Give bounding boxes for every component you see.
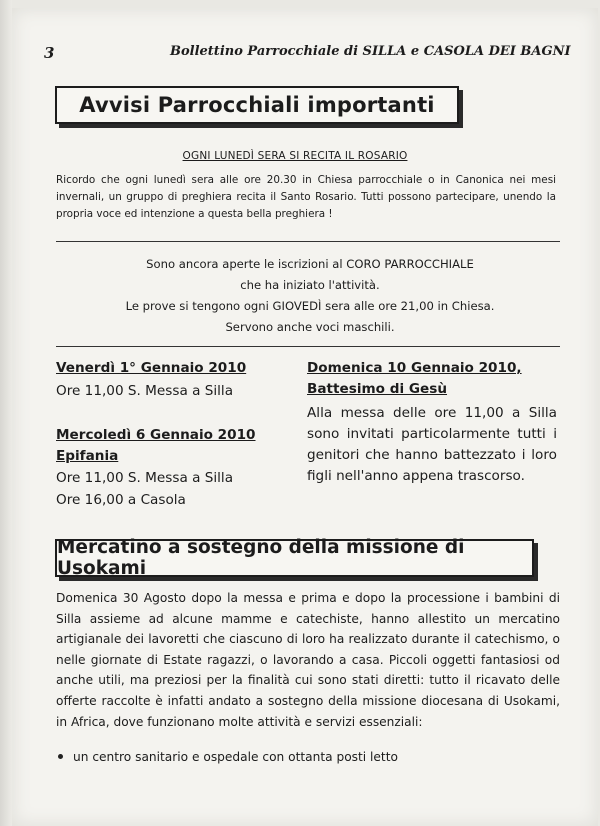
notices-title: Avvisi Parrocchiali importanti xyxy=(55,86,459,124)
divider-top xyxy=(56,241,560,242)
event-sunday-text: Alla messa delle ore 11,00 a Silla sono invitati particolarmente tutti i genitori che hanno battezzato i loro figli nell'anno appena trascorso. xyxy=(307,405,557,484)
market-bullet-text: un centro sanitario e ospedale con ottanta posti letto xyxy=(73,750,398,764)
choir-line-3: Le prove si tengono ogni GIOVEDÌ sera alle ore 21,00 in Chiesa. xyxy=(125,299,495,313)
event-wednesday-mass-silla: Ore 11,00 S. Messa a Silla xyxy=(56,470,234,486)
market-bullet-item xyxy=(56,750,398,764)
page-number: 3 xyxy=(44,44,55,62)
rosary-text: Ricordo che ogni lunedì sera alle ore 20.30 in Chiesa parrocchiale o in Canonica nei mesi invernali, un gruppo di preghiera recita il Santo Rosario. Tutti possono partecipare, unendo la propria voce ed intenzione a questa bella preghiera ! xyxy=(56,174,556,220)
event-friday-mass: Ore 11,00 S. Messa a Silla xyxy=(56,383,234,399)
choir-line-1: Sono ancora aperte le iscrizioni al CORO PARROCCHIALE xyxy=(146,257,474,271)
running-head: Bollettino Parrocchiale di SILLA e CASOLA DEI BAGNI xyxy=(170,44,571,59)
event-sunday-date: Domenica 10 Gennaio 2010, xyxy=(307,360,522,376)
market-title: Mercatino a sostegno della missione di Usokami xyxy=(55,539,534,577)
bullet-dot-icon xyxy=(58,754,63,759)
choir-notice xyxy=(60,254,560,338)
page-edge xyxy=(0,0,12,826)
choir-line-4: Servono anche voci maschili. xyxy=(225,320,395,334)
market-text: Domenica 30 Agosto dopo la messa e prima e dopo la processione i bambini di Silla assieme ad alcune mamme e catechiste, hanno allestito un mercatino artigianale dei lavoretti che ciascuno di loro ha realizzato durante il catechismo, o nelle giornate di Estate ragazzi, o lavorando a casa. Piccoli oggetti fantasiosi od anche utili, ma preziosi per la finalità cui sono stati diretti: tutto il ricavato delle offerte raccolte è infatti andato a sostegno della missione diocesana di Usokami, in Africa, dove funzionano molte attività e servizi essenziali: xyxy=(56,591,560,729)
event-wednesday-mass-casola: Ore 16,00 a Casola xyxy=(56,492,186,508)
event-friday-date: Venerdì 1° Gennaio 2010 xyxy=(56,360,247,376)
event-sunday-feast: Battesimo di Gesù xyxy=(307,381,448,397)
rosary-heading: OGNI LUNEDÌ SERA SI RECITA IL ROSARIO xyxy=(182,150,408,162)
event-wednesday-date: Mercoledì 6 Gennaio 2010 xyxy=(56,427,256,443)
event-wednesday-feast: Epifania xyxy=(56,448,119,464)
choir-line-2: che ha iniziato l'attività. xyxy=(240,278,380,292)
divider-bottom xyxy=(56,346,560,347)
